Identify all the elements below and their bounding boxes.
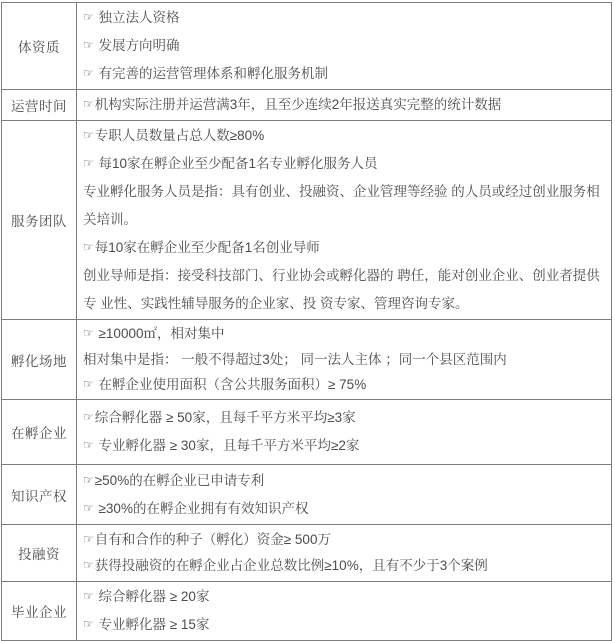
row-content — [77, 525, 612, 582]
row-label: 毕业企业 — [2, 582, 77, 641]
criteria-item-text: ≥50%的在孵企业已申请专利 — [94, 472, 265, 488]
criteria-item — [83, 91, 603, 119]
criteria-item-text: 每10家在孵企业至少配备1名专业孵化服务人员 — [94, 156, 378, 171]
criteria-item — [83, 404, 603, 432]
pointer-hand-icon: ☞ — [83, 66, 94, 80]
pointer-hand-icon: ☞ — [83, 326, 94, 340]
pointer-hand-icon: ☞ — [83, 558, 94, 572]
pointer-hand-icon: ☞ — [83, 617, 94, 631]
criteria-item-text: 专业孵化器 ≥ 30家，且每千平方米平均≥2家 — [94, 438, 360, 453]
criteria-item-text: 创业导师是指：接受科技部门、行业协会或孵化器的 聘任，能对创业企业、创业者提供专 业性、实践性辅导服务的企业家、投 资专家、管理咨询专家。 — [83, 268, 600, 311]
table-row — [2, 525, 612, 582]
pointer-hand-icon: ☞ — [83, 377, 94, 391]
row-label: 体资质 — [2, 3, 77, 90]
row-content — [77, 465, 612, 525]
table-row — [2, 3, 612, 90]
table-row — [2, 121, 612, 320]
criteria-item-text: 发展方向明确 — [94, 38, 180, 53]
criteria-item-text: 综合孵化器 ≥ 20家 — [94, 589, 210, 604]
table-row — [2, 465, 612, 525]
criteria-item-text: 专业孵化服务人员是指：具有创业、投融资、企业管理等经验 的人员或经过创业服务相关培训。 — [83, 184, 600, 227]
row-label: 知识产权 — [2, 465, 77, 525]
criteria-item-text: 获得投融资的在孵企业占企业总数比例≥10%，且有不少于3个案例 — [94, 558, 488, 573]
table-row — [2, 320, 612, 400]
criteria-item — [83, 495, 603, 523]
row-label: 运营时间 — [2, 90, 77, 121]
incubator-criteria-table — [1, 2, 612, 641]
row-label: 服务团队 — [2, 121, 77, 320]
criteria-table-body — [2, 3, 612, 641]
criteria-item — [83, 553, 603, 579]
row-content — [77, 320, 612, 400]
criteria-item-text: ≥30%的在孵企业拥有有效知识产权 — [94, 500, 309, 516]
pointer-hand-icon: ☞ — [83, 38, 94, 52]
pointer-hand-icon: ☞ — [83, 240, 94, 254]
pointer-hand-icon: ☞ — [83, 97, 94, 111]
criteria-item — [83, 527, 603, 553]
criteria-item-text: 相对集中是指： 一般不得超过3处； 同一法人主体 ；同一个县区范围内 — [83, 352, 507, 367]
criteria-item — [83, 583, 603, 611]
criteria-item-text: 在孵企业使用面积（含公共服务面积）≥ 75% — [94, 377, 367, 392]
criteria-item — [83, 234, 603, 262]
pointer-hand-icon: ☞ — [83, 532, 94, 546]
table-row — [2, 400, 612, 465]
criteria-item-text: 专业孵化器 ≥ 15家 — [94, 617, 210, 632]
criteria-item — [83, 32, 603, 60]
criteria-item-text: 独立法人资格 — [94, 10, 180, 25]
criteria-item — [83, 60, 603, 88]
pointer-hand-icon: ☞ — [83, 500, 94, 515]
criteria-item-text: 综合孵化器 ≥ 50家，且每千平方米平均≥3家 — [94, 410, 356, 425]
pointer-hand-icon: ☞ — [83, 410, 94, 424]
criteria-item — [83, 372, 603, 398]
criteria-item — [83, 4, 603, 32]
criteria-item — [83, 432, 603, 460]
criteria-item — [83, 467, 603, 495]
criteria-item — [83, 150, 603, 178]
criteria-item-text: 每10家在孵企业至少配备1名创业导师 — [94, 240, 320, 255]
row-label: 投融资 — [2, 525, 77, 582]
pointer-hand-icon: ☞ — [83, 589, 94, 603]
criteria-item-text: 自有和合作的种子（孵化）资金≥ 500万 — [94, 532, 331, 547]
criteria-item — [83, 611, 603, 639]
criteria-item — [83, 122, 603, 150]
pointer-hand-icon: ☞ — [83, 10, 94, 24]
row-label: 孵化场地 — [2, 320, 77, 400]
row-content — [77, 3, 612, 90]
criteria-item-text: ≥10000㎡，相对集中 — [94, 326, 225, 341]
criteria-item-text: 机构实际注册并运营满3年，且至少连续2年报送真实完整的统计数据 — [94, 97, 502, 112]
criteria-item — [83, 347, 603, 372]
row-label: 在孵企业 — [2, 400, 77, 465]
row-content — [77, 400, 612, 465]
row-content — [77, 121, 612, 320]
pointer-hand-icon: ☞ — [83, 128, 94, 142]
criteria-item-text: 专职人员数量占总人数≥80% — [94, 128, 265, 143]
pointer-hand-icon: ☞ — [83, 438, 94, 452]
table-row — [2, 90, 612, 121]
pointer-hand-icon: ☞ — [83, 156, 94, 170]
pointer-hand-icon: ☞ — [83, 472, 94, 487]
criteria-item-text: 有完善的运营管理体系和孵化服务机制 — [94, 66, 329, 81]
criteria-item — [83, 321, 603, 347]
criteria-item — [83, 262, 603, 318]
criteria-item — [83, 178, 603, 234]
row-content — [77, 90, 612, 121]
